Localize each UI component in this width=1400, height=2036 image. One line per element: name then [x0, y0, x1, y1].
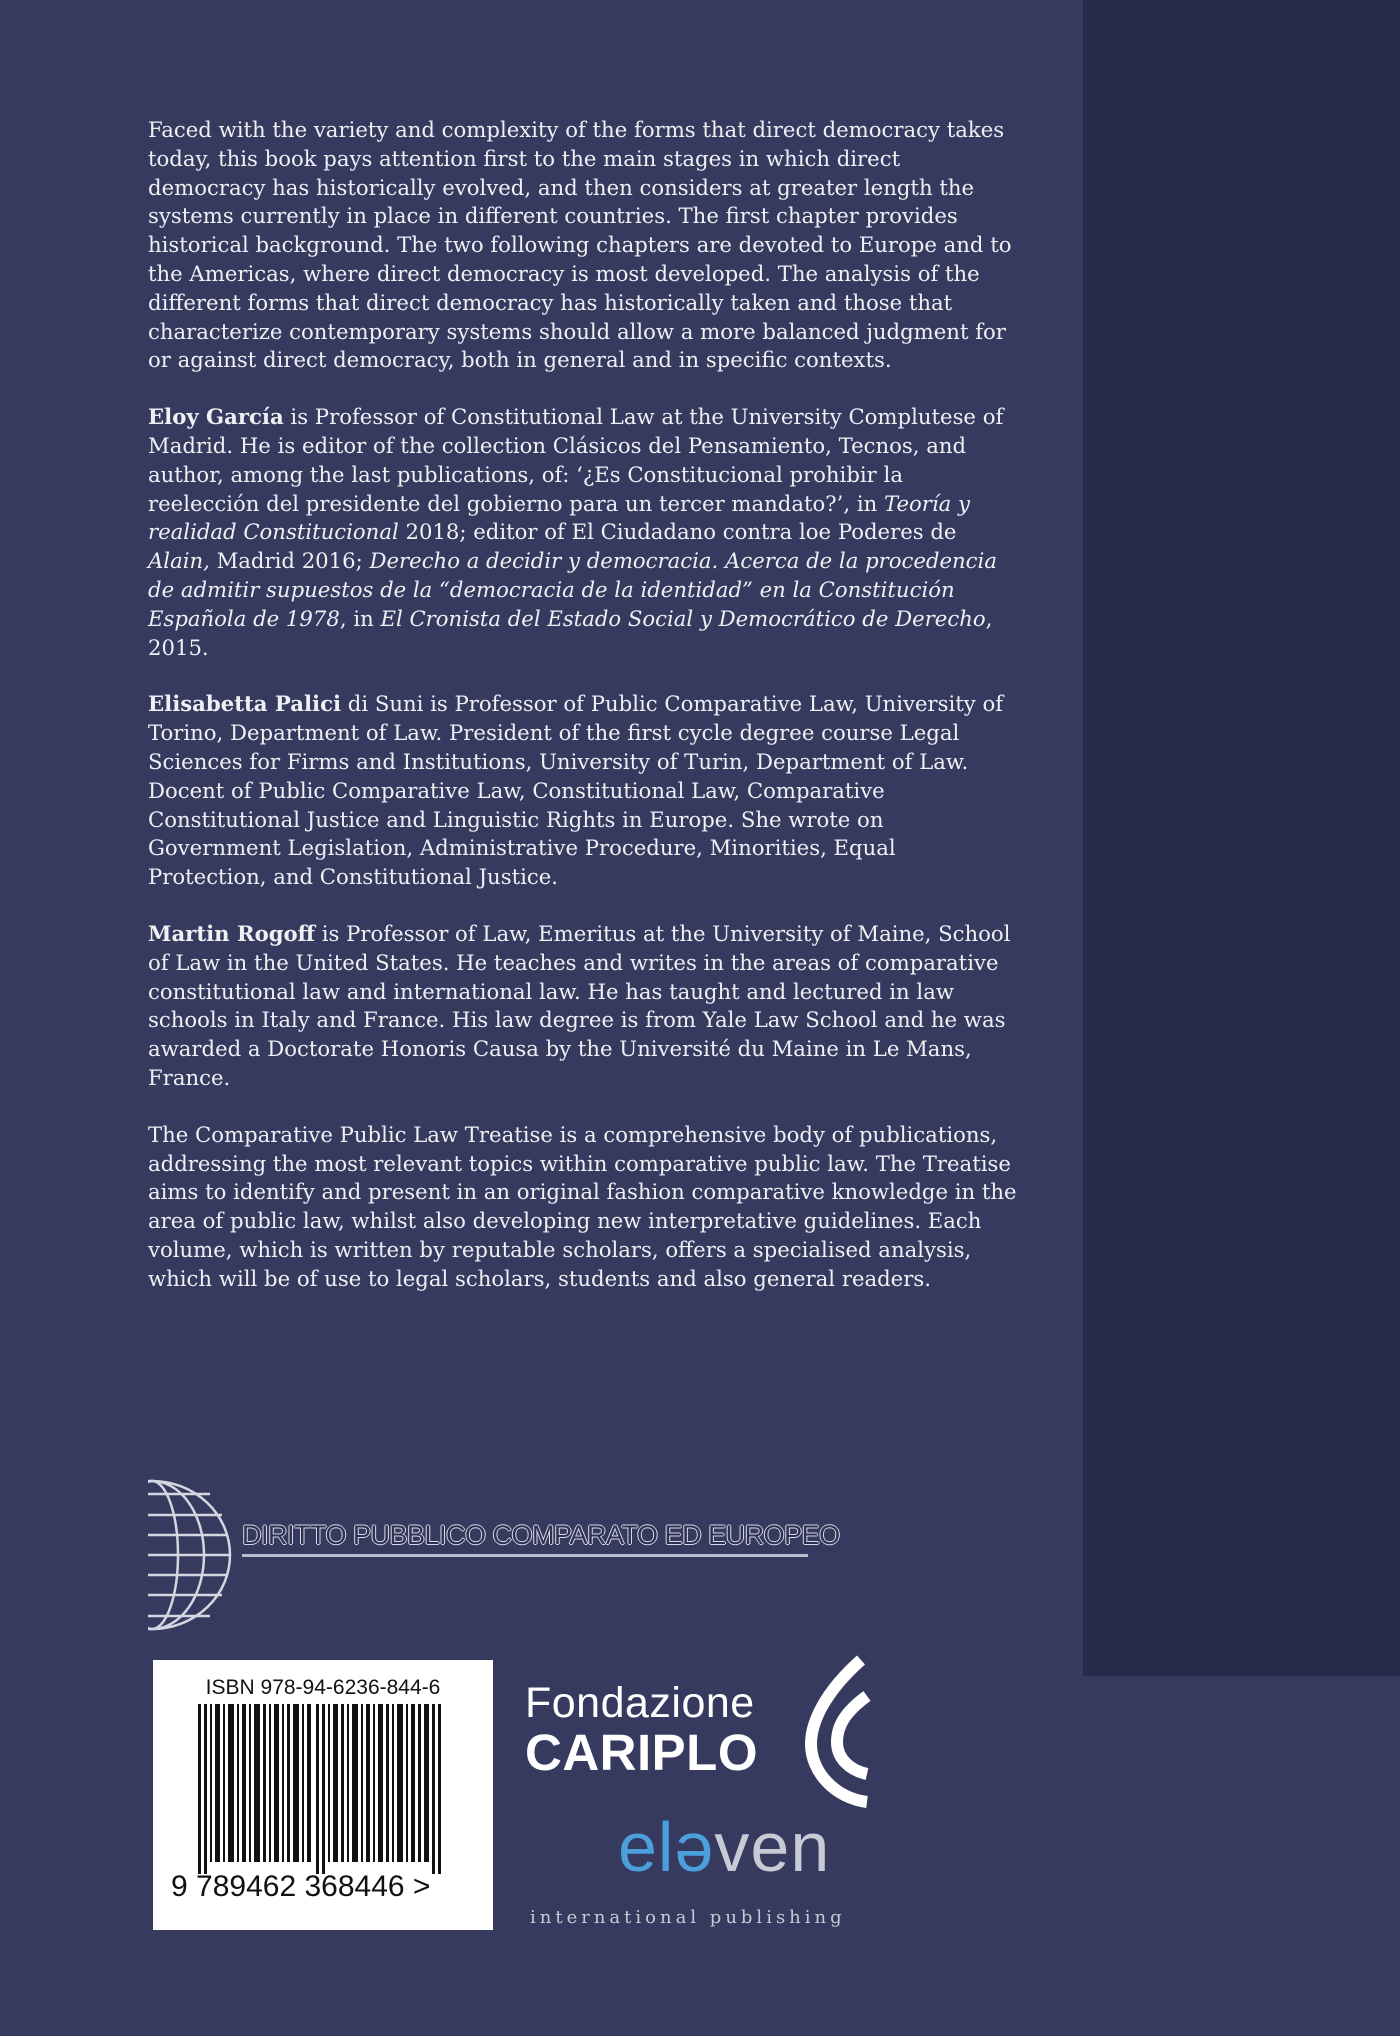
sponsor-logo — [525, 1680, 758, 1780]
series-logo — [148, 1478, 840, 1633]
barcode-bars — [198, 1704, 452, 1874]
publisher-logo: eləven — [618, 1808, 831, 1886]
series-logo-underline — [242, 1554, 808, 1557]
barcode-digits: 9 789462 368446 > — [171, 1870, 431, 1903]
author-name: Eloy García — [148, 404, 284, 430]
series-logo-text: DIRITTO PUBBLICO COMPARATO ED EUROPEO — [242, 1520, 840, 1550]
globe-icon — [148, 1478, 234, 1633]
sponsor-name-line2: CARIPLO — [525, 1724, 758, 1781]
cariplo-mark-icon — [805, 1652, 877, 1812]
description-paragraph: Faced with the variety and complexity of the forms that direct democracy takes today, this book pays attention first to the main stages in which direct democracy has historically evolved, and then considers at greater length the systems currently in place in different countries. The first chapter provides historical background. The two following chapters are devoted to Europe and to the Americas, where direct democracy is most developed. The analysis of the different forms that direct democracy has historically taken and those that characterize contemporary systems should allow a more balanced judgment for or against direct democracy, both in general and in specific contexts. — [148, 117, 1012, 373]
series-paragraph: The Comparative Public Law Treatise is a comprehensive body of publications, addressing the most relevant topics within comparative public law. The Treatise aims to identify and present in an original fashion comparative knowledge in the area of public law, whilst also developing new interpretative guidelines. Each volume, which is written by reputable scholars, offers a specialised analysis, which will be of use to legal scholars, students and also general readers. — [148, 1121, 1017, 1291]
author-bio-rogoff: Martin Rogoff is Professor of Law, Emeritus at the University of Maine, School of Law in the United States. He teaches and writes in the areas of comparative constitutional law and international law. He has taught and lectured in law schools in Italy and France. His law degree is from Yale Law School and he was awarded a Doctorate Honoris Causa by the Université du Maine in Le Mans, France. — [148, 920, 1011, 1090]
isbn-label: ISBN 978-94-6236-844-6 — [205, 1676, 441, 1699]
publisher-subtitle: international publishing — [530, 1907, 846, 1928]
author-bio-palici: Elisabetta Palici di Suni is Professor of Public Comparative Law, University of Torino, Department of Law. President of the first cycle degree course Legal Sciences for Firms and Institutions, University of Turin, Department of Law. Docent of Public Comparative Law, Constitutional Law, Comparative Constitutional Justice and Linguistic Rights in Europe. She wrote on Government Legislation, Administrative Procedure, Minorities, Equal Protection, and Constitutional Justice. — [148, 691, 1004, 890]
barcode — [153, 1660, 493, 1930]
sponsor-name-line1: Fondazione — [525, 1679, 755, 1727]
spine-panel — [1083, 0, 1400, 1676]
back-cover-text — [148, 116, 1018, 1321]
author-name: Martin Rogoff — [148, 920, 316, 946]
author-name: Elisabetta Palici — [148, 691, 342, 717]
author-bio-garcia: Eloy García is Professor of Constitutional Law at the University Complutese of Madrid. He is editor of the collection Clásicos del Pensamiento, Tecnos, and author, among the last publications, of: ‘¿Es Constitucional prohibir la reelección del presidente del gobierno para un tercer mandato?’, in Teoría y realidad Constitucional 2018; editor of El Ciudadano contra loe Poderes de Alain, Madrid 2016; Derecho a decidir y democracia. Acerca de la procedencia de admitir supuestos de la “democracia de la identidad” en la Constitución Española de 1978, in El Cronista del Estado Social y Democrático de Derecho, 2015. — [148, 404, 1004, 660]
